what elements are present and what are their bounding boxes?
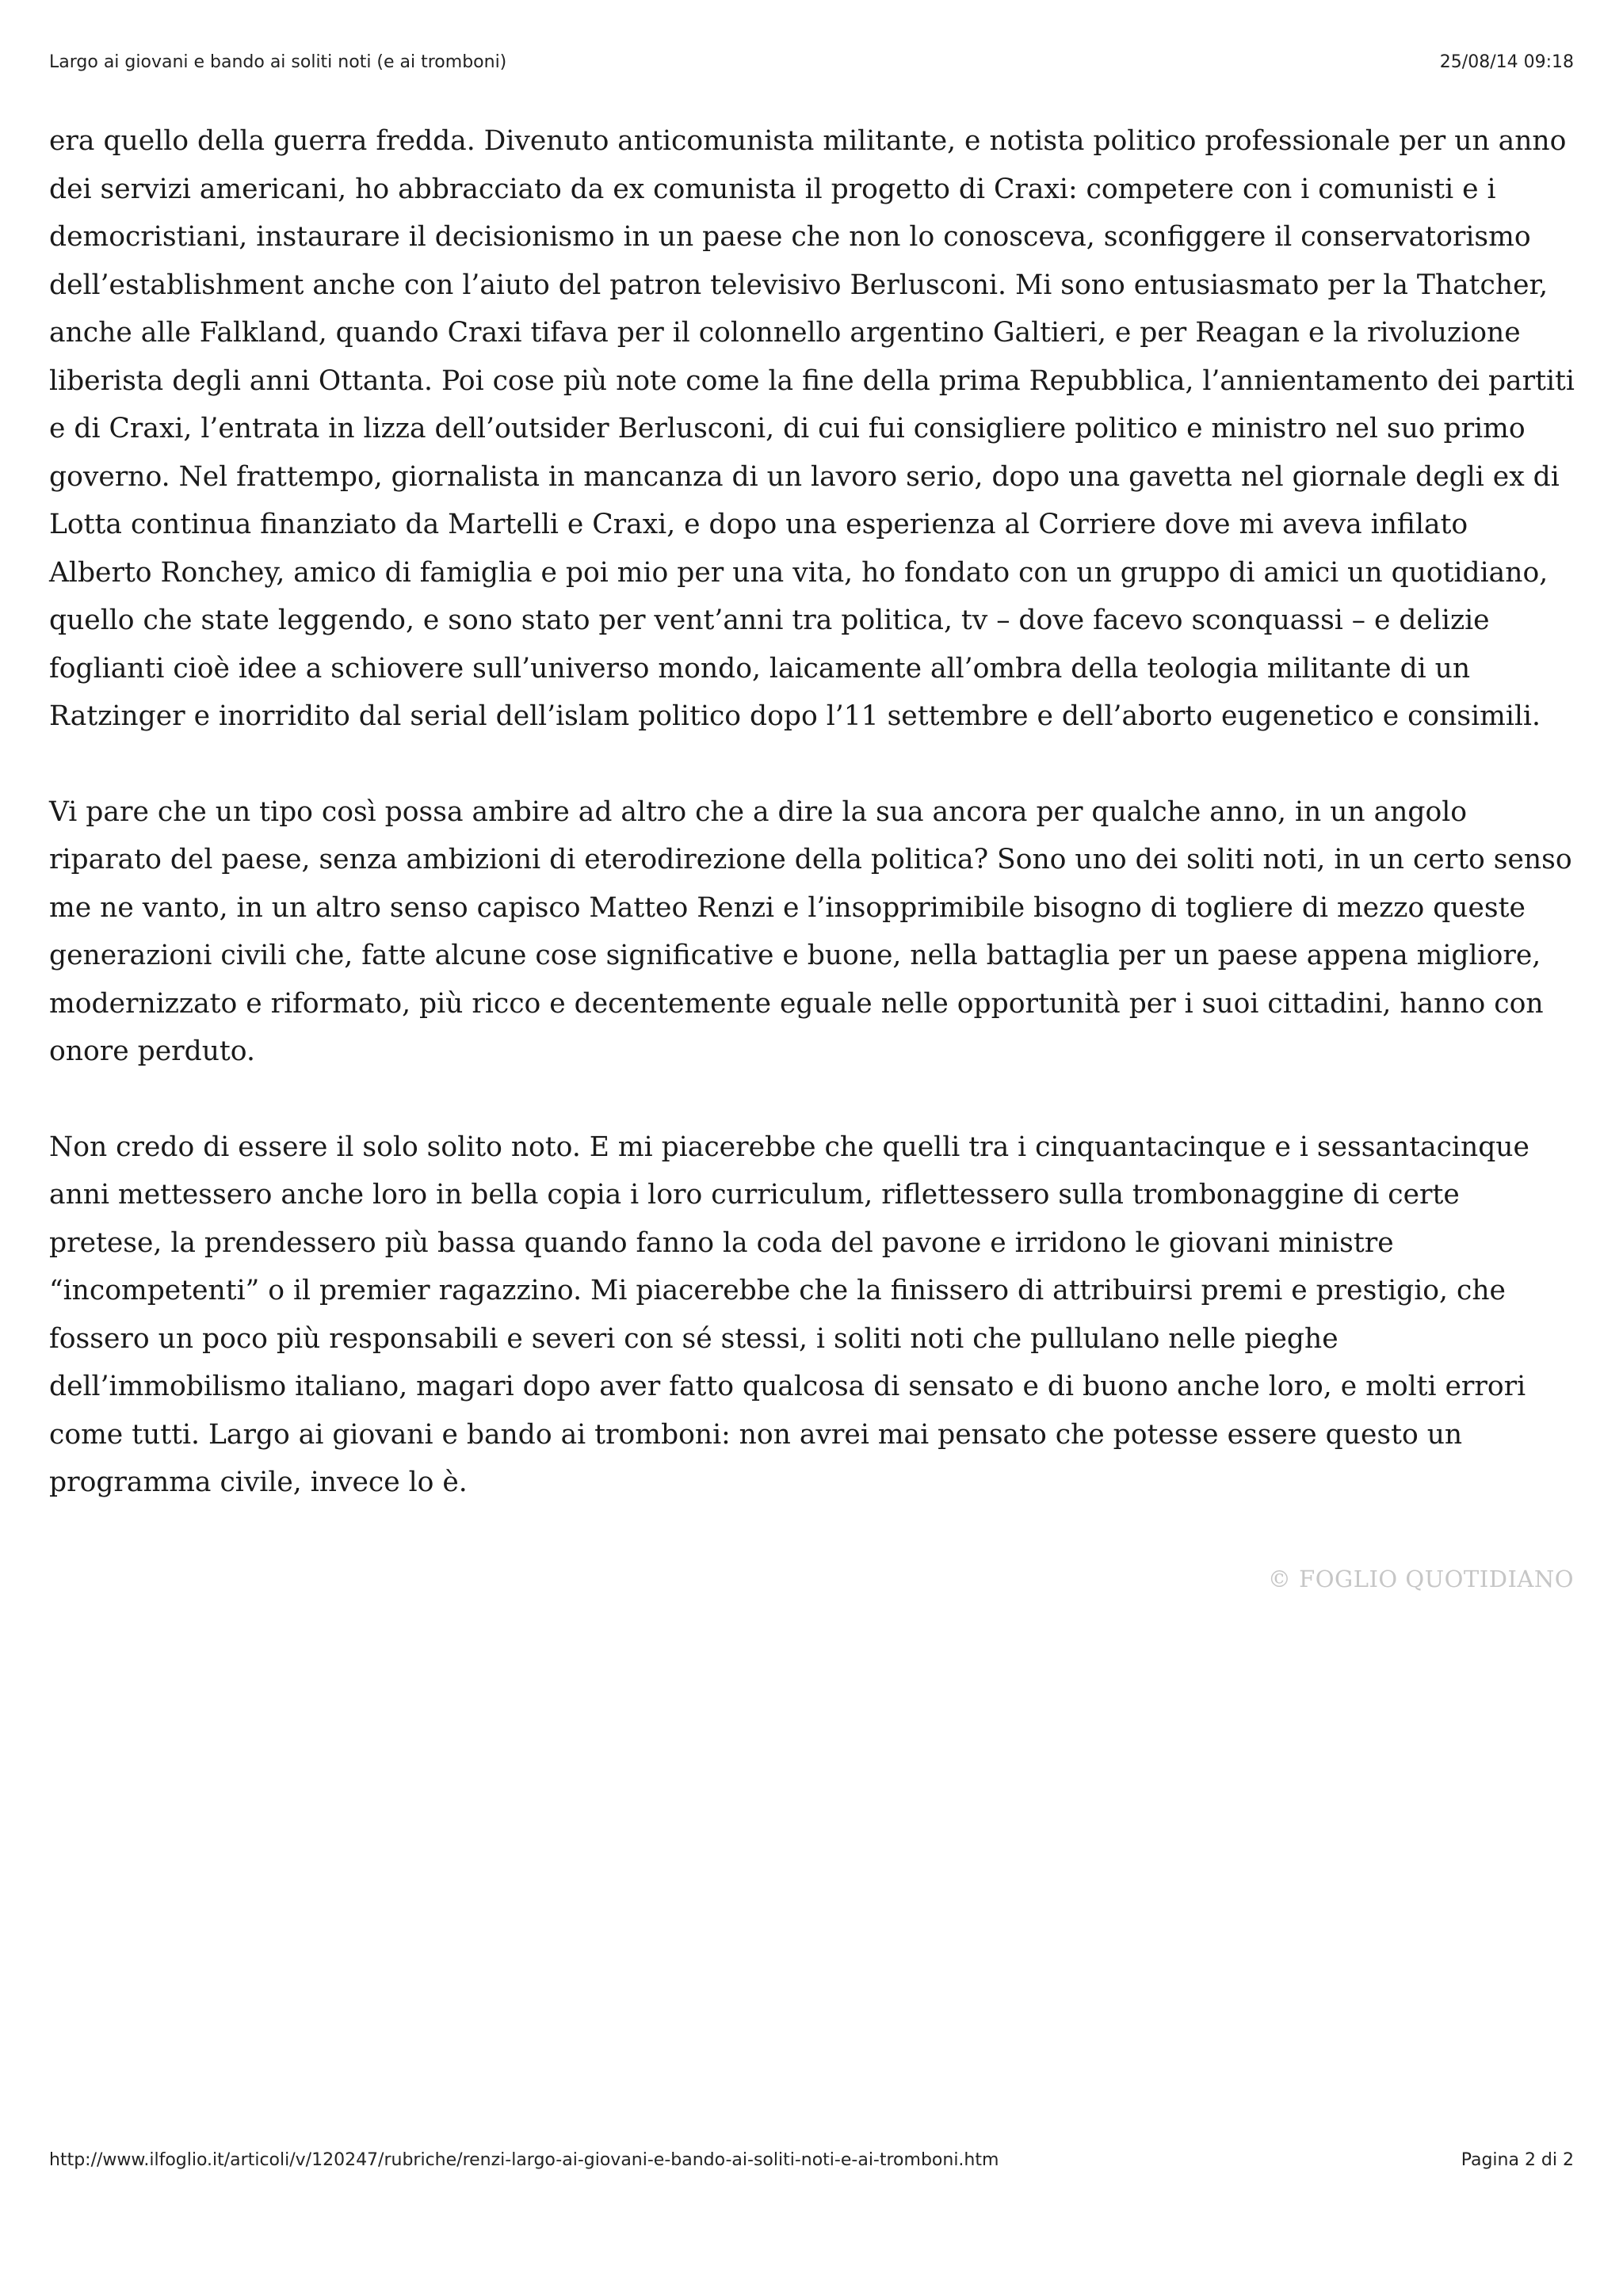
article-paragraph: Non credo di essere il solo solito noto. E mi piacerebbe che quelli tra i cinquantacinque e i sessantacinque anni mettessero anche loro in bella copia i loro curriculum, riflettessero sulla trombonaggine di certe pretese, la prendessero più bassa quando fanno la coda del pavone e irridono le giovani ministre “incompetenti” o il premier ragazzino. Mi piacerebbe che la finissero di attribuirsi premi e prestigio, che fossero un poco più responsabili e severi con sé stessi, i soliti noti che pullulano nelle pieghe dell’immobilismo italiano, magari dopo aver fatto qualcosa di sensato e di buono anche loro, e molti errori come tutti. Largo ai giovani e bando ai tromboni: non avrei mai pensato che potesse essere questo un programma civile, invece lo è. (49, 1131, 1529, 1498)
print-datetime: 25/08/14 09:18 (1439, 51, 1574, 72)
document-title: Largo ai giovani e bando ai soliti noti (e ai tromboni) (49, 51, 507, 72)
page-number: Pagina 2 di 2 (1461, 2149, 1574, 2170)
article-body (49, 117, 1579, 1507)
copyright-notice: © FOGLIO QUOTIDIANO (1267, 1566, 1574, 1592)
print-footer (49, 2144, 1574, 2176)
article-paragraph: Vi pare che un tipo così possa ambire ad altro che a dire la sua ancora per qualche anno, in un angolo riparato del paese, senza ambizioni di eterodirezione della politica? Sono uno dei soliti noti, in un certo senso me ne vanto, in un altro senso capisco Matteo Renzi e l’insopprimibile bisogno di togliere di mezzo queste generazioni civili che, fatte alcune cose significative e buone, nella battaglia per un paese appena migliore, modernizzato e riformato, più ricco e decentemente eguale nelle opportunità per i suoi cittadini, hanno con onore perduto. (49, 795, 1572, 1067)
print-header (49, 46, 1574, 78)
source-url: http://www.ilfoglio.it/articoli/v/120247/rubriche/renzi-largo-ai-giovani-e-bando-ai-soliti-noti-e-ai-tromboni.htm (49, 2149, 999, 2170)
article-paragraph: era quello della guerra fredda. Divenuto anticomunista militante, e notista politico professionale per un anno dei servizi americani, ho abbracciato da ex comunista il progetto di Craxi: competere con i comunisti e i democristiani, instaurare il decisionismo in un paese che non lo conosceva, sconfiggere il conservatorismo dell’establishment anche con l’aiuto del patron televisivo Berlusconi. Mi sono entusiasmato per la Thatcher, anche alle Falkland, quando Craxi tifava per il colonnello argentino Galtieri, e per Reagan e la rivoluzione liberista degli anni Ottanta. Poi cose più note come la fine della prima Repubblica, l’annientamento dei partiti e di Craxi, l’entrata in lizza dell’outsider Berlusconi, di cui fui consigliere politico e ministro nel suo primo governo. Nel frattempo, giornalista in mancanza di un lavoro serio, dopo una gavetta nel giornale degli ex di Lotta continua finanziato da Martelli e Craxi, e dopo una esperienza al Corriere dove mi aveva infilato Alberto Ronchey, amico di famiglia e poi mio per una vita, ho fondato con un gruppo di amici un quotidiano, quello che state leggendo, e sono stato per vent’anni tra politica, tv – dove facevo sconquassi – e delizie foglianti cioè idee a schiovere sull’universo mondo, laicamente all’ombra della teologia militante di un Ratzinger e inorridito dal serial dell’islam politico dopo l’11 settembre e dell’aborto eugenetico e consimili. (49, 125, 1575, 732)
